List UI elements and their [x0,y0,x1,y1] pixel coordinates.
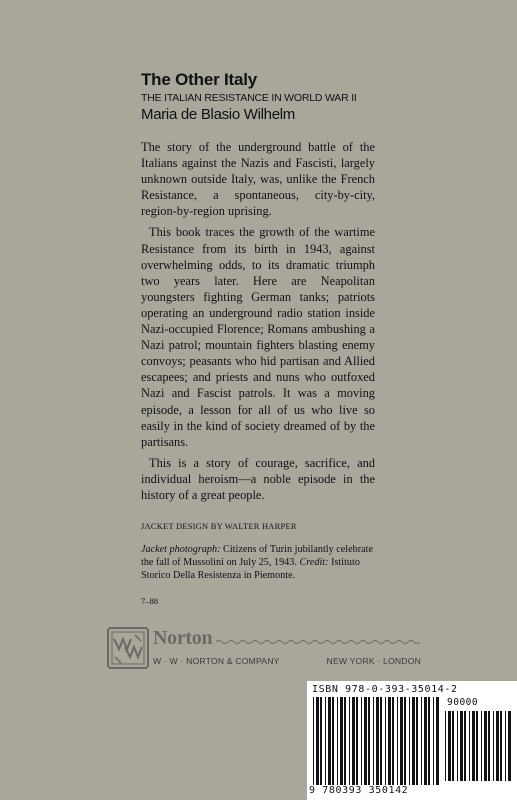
barcode-bar [400,697,403,785]
description [141,139,375,508]
barcode-bar [328,697,331,785]
credit-text: Istituto Storico Della Resistenza in Piemonte. [141,557,360,581]
barcode-bar [464,711,466,781]
barcode-bar [385,697,386,785]
barcode-bar [416,697,418,785]
barcode-bar [484,711,487,781]
barcode-bar [320,697,322,785]
barcode-bar [388,697,391,785]
barcode-bar [508,711,511,781]
barcode-bar [356,697,358,785]
credits [141,521,375,582]
barcode-bar [428,697,430,785]
barcode-bar [404,697,406,785]
barcode-bar [493,711,494,781]
photo-text: Citizens of Turin jubilantly celebrate the fall of Mussolini on July 25, 1943. [141,544,374,568]
barcode-bar [412,697,415,785]
barcode-bar [361,697,362,785]
ean-digits: 9 780393 350142 [309,785,409,796]
barcode-bar [476,711,478,781]
norton-logo-icon [107,627,149,669]
barcode-bar [481,711,482,781]
barcode-bar [340,697,343,785]
book-subtitle: THE ITALIAN RESISTANCE IN WORLD WAR II [141,92,357,104]
book-title: The Other Italy [141,70,258,89]
barcode-bar [445,711,446,781]
barcode-bar [364,697,367,785]
barcode-bar [500,711,502,781]
book-author: Maria de Blasio Wilhelm [141,106,295,123]
photo-label: Jacket photograph: [141,544,221,555]
description-paragraph: This is a story of courage, sacrifice, and individual heroism—a noble episode in the history of a great people. [141,455,375,502]
barcode-bar [469,711,470,781]
publisher-name: W · W · NORTON & COMPANY [153,656,280,666]
barcode-bar [460,711,463,781]
barcode-bar [313,697,314,785]
barcode-panel [307,681,517,800]
isbn-text: ISBN 978-0-393-35014-2 [312,684,458,695]
barcode-bar [337,697,338,785]
barcode-bar [397,697,398,785]
barcode-bar [452,711,454,781]
barcode-bar [316,697,319,785]
barcode-bar [373,697,374,785]
barcode-bar [352,697,355,785]
description-paragraph: This book traces the growth of the wartime Resistance from its birth in 1943, against overwhelming odds, to its dramatic triumph two years later. Here are Neapolitan youngsters fighting German tanks; patriots operating an underground radio station inside Nazi-occupied Florence; Romans ambushing a Nazi patrol; mountain fighters blasting enemy convoys; peasants who hid partisan and Allied escapees; and priests and nuns who outfoxed Nazi and Fascist patrols. It was a moving episode, a lesson for all of us who live so easily in the kind of society dreamed of by the partisans. [141,225,375,449]
barcode-bar [368,697,370,785]
description-paragraph: The story of the underground battle of the Italians against the Nazis and Fascisti, largely unknown outside Italy, was, unlike the French Resistance, a spontaneous, city-by-city, region-by-region uprising. [141,140,375,219]
print-code: 7–88 [141,596,158,606]
publisher-cities: NEW YORK · LONDON [326,656,421,666]
barcode-bar [349,697,350,785]
price-barcode-icon [445,711,511,781]
barcode-bar [496,711,499,781]
price-code: 90000 [447,697,479,708]
barcode-bar [436,697,439,785]
barcode-bar [325,697,326,785]
barcode-bar [488,711,490,781]
jacket-design-credit: JACKET DESIGN BY WALTER HARPER [141,521,297,531]
barcode-bar [376,697,379,785]
barcode-bar [505,711,506,781]
credit-label: Credit: [299,557,329,568]
norton-wordmark: Norton [153,627,213,649]
barcode-bar [472,711,475,781]
barcode-bar [421,697,422,785]
barcode-bar [409,697,410,785]
barcode-bar [433,697,434,785]
barcode-bar [380,697,382,785]
publisher-line [153,656,421,666]
barcode-bar [392,697,394,785]
ean-barcode-icon [313,697,441,785]
barcode-bar [344,697,346,785]
jacket-photo-credit [141,543,375,582]
decorative-rule [216,640,420,644]
barcode-bar [424,697,427,785]
barcode-bar [448,711,451,781]
barcode-bar [457,711,458,781]
barcode-bar [332,697,334,785]
